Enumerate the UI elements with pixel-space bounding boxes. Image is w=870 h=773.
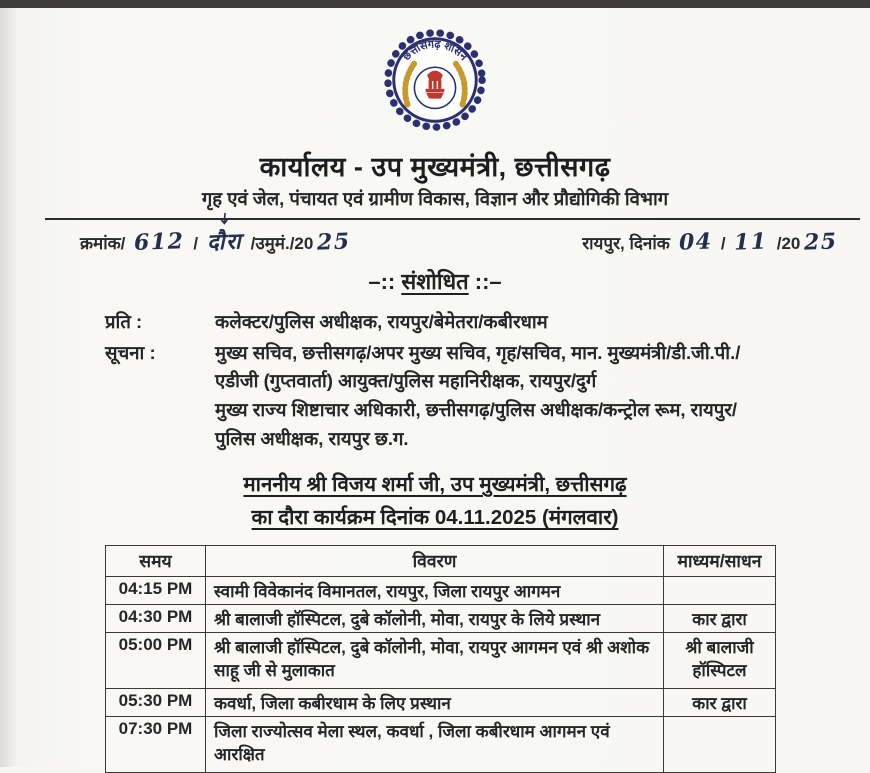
date-month-handwritten: 11 bbox=[733, 228, 769, 256]
date-rest: /20 bbox=[776, 234, 801, 253]
serial-label: क्रमांक/ bbox=[80, 234, 126, 253]
table-row bbox=[106, 576, 776, 604]
program-title-line2: का दौरा कार्यक्रम दिनांक 04.11.2025 (मंगलवार) bbox=[251, 506, 619, 530]
serial-word-handwritten bbox=[202, 225, 246, 256]
cc-line: पुलिस अधीक्षक, रायपुर छ.ग. bbox=[215, 427, 409, 449]
cell-details: कवर्धा, जिला कबीरधाम के लिए प्रस्थान bbox=[206, 688, 664, 716]
table-row bbox=[106, 632, 776, 688]
cell-medium: कार द्वारा bbox=[664, 604, 776, 632]
cell-details: जिला राज्योत्सव मेला स्थल, कवर्धा , जिला कबीरधाम आगमन एवं आरक्षित bbox=[206, 716, 664, 772]
addressee-text: कलेक्टर/पुलिस अधीक्षक, रायपुर/बेमेतरा/कबीरधाम bbox=[215, 311, 548, 332]
viewer-top-bar bbox=[0, 0, 870, 8]
tour-schedule-table bbox=[105, 545, 776, 773]
serial-slash: / bbox=[193, 234, 199, 253]
table-row bbox=[106, 716, 776, 772]
cc-row bbox=[105, 339, 840, 454]
cc-lines bbox=[215, 339, 740, 454]
serial-rest: /उमुमं./20 bbox=[250, 234, 314, 253]
cell-medium bbox=[664, 576, 776, 604]
revised-heading bbox=[0, 266, 870, 296]
cell-medium: श्री बालाजी हॉस्पिटल bbox=[664, 632, 776, 688]
serial-word-text: दौरा bbox=[206, 228, 243, 256]
cell-time: 05:00 PM bbox=[106, 632, 206, 688]
program-title bbox=[0, 469, 870, 535]
cell-details: श्री बालाजी हॉस्पिटल, दुबे कॉलोनी, मोवा, रायपुर आगमन एवं श्री अशोक साहू जी से मुलाकात bbox=[206, 632, 664, 688]
revised-word: संशोधित bbox=[401, 269, 469, 294]
place-date-group bbox=[582, 229, 842, 255]
cc-line: मुख्य राज्य शिष्टाचार अधिकारी, छत्तीसगढ़/पुलिस अधीक्षक/कन्ट्रोल रूम, रायपुर/ bbox=[215, 399, 737, 421]
document-page bbox=[0, 8, 870, 767]
department-line: गृह एवं जेल, पंचायत एवं ग्रामीण विकास, विज्ञान और प्रौद्योगिकी विभाग bbox=[201, 188, 669, 209]
table-row bbox=[106, 604, 776, 632]
emblem-top-text: छत्तीसगढ़ शासन bbox=[400, 38, 470, 64]
header-divider bbox=[45, 218, 860, 220]
cc-line: मुख्य सचिव, छत्तीसगढ़/अपर मुख्य सचिव, गृह/सचिव, मान. मुख्यमंत्री/डी.जी.पी./ bbox=[215, 341, 741, 363]
cell-time: 07:30 PM bbox=[106, 716, 206, 772]
table-header-row bbox=[106, 545, 776, 576]
date-slash: / bbox=[720, 234, 726, 253]
chhattisgarh-government-seal-icon bbox=[381, 26, 489, 134]
cell-medium: कार द्वारा bbox=[664, 688, 776, 716]
emblem-container bbox=[0, 8, 870, 139]
handwritten-arrow-icon bbox=[216, 213, 232, 228]
office-title: कार्यालय - उप मुख्यमंत्री, छत्तीसगढ़ bbox=[259, 152, 611, 182]
revised-suffix: ::– bbox=[474, 269, 502, 294]
date-year-handwritten: 25 bbox=[803, 228, 839, 256]
cell-medium bbox=[664, 716, 776, 772]
addressee-row bbox=[105, 308, 840, 337]
header-time: समय bbox=[106, 545, 206, 576]
program-title-line1: माननीय श्री विजय शर्मा जी, उप मुख्यमंत्री, छत्तीसगढ़ bbox=[243, 473, 627, 497]
date-day-handwritten: 04 bbox=[678, 228, 713, 256]
cell-details: श्री बालाजी हॉस्पिटल, दुबे कॉलोनी, मोवा, रायपुर के लिये प्रस्थान bbox=[206, 604, 664, 632]
cell-time: 04:30 PM bbox=[106, 604, 206, 632]
cc-line: एडीजी (गुप्तवार्ता) आयुक्त/पुलिस महानिरीक्षक, रायपुर/दुर्ग bbox=[215, 370, 597, 392]
cc-label: सूचना : bbox=[105, 341, 156, 363]
serial-number-group bbox=[80, 226, 355, 256]
serial-year-handwritten: 25 bbox=[316, 228, 352, 256]
place-date-label: रायपुर, दिनांक bbox=[582, 234, 670, 253]
cell-time: 05:30 PM bbox=[106, 688, 206, 716]
reference-line bbox=[80, 226, 842, 256]
header-medium: माध्यम/साधन bbox=[664, 545, 776, 576]
addressee-label: प्रति : bbox=[105, 311, 143, 332]
cell-details: स्वामी विवेकानंद विमानतल, रायपुर, जिला रायपुर आगमन bbox=[206, 576, 664, 604]
cell-time: 04:15 PM bbox=[106, 576, 206, 604]
header-details: विवरण bbox=[206, 545, 664, 576]
revised-prefix: –:: bbox=[368, 269, 396, 294]
serial-number-handwritten: 612 bbox=[133, 228, 186, 256]
table-row bbox=[106, 688, 776, 716]
